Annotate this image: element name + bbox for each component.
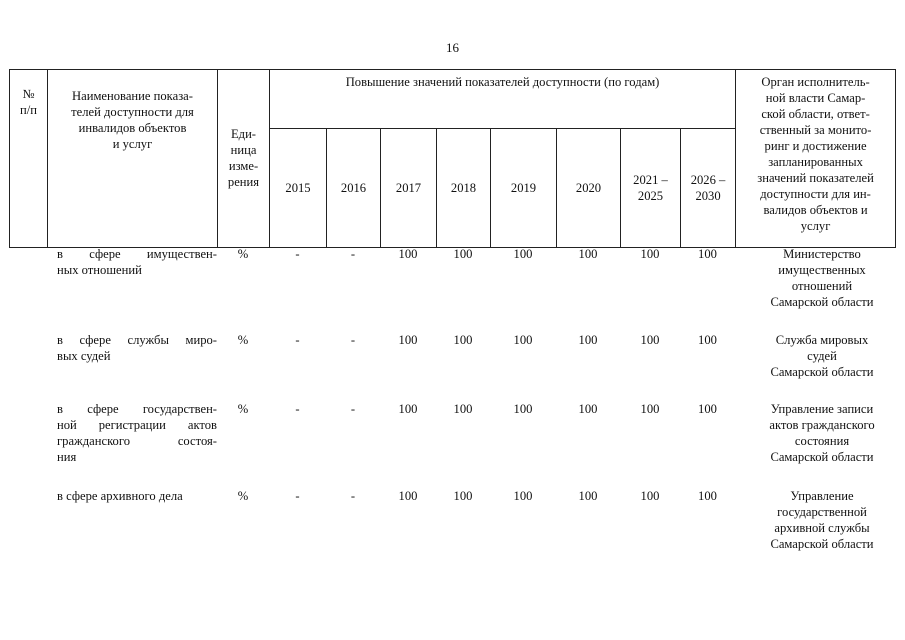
row-unit: % [237,333,249,347]
row-value: 100 [640,402,660,416]
row-name-line: вых судей [57,349,111,363]
row-name-line: ния [57,450,77,464]
header-name [48,70,218,248]
row-indicator-name [57,332,217,364]
row-value: 100 [698,402,717,416]
header-year-line: 2016 [340,181,367,195]
row-org-line: отношений [791,279,853,293]
row-organization [749,488,895,552]
row-value: - [295,402,300,416]
header-name-line: и услуг [112,137,153,151]
header-unit-line: Еди- [230,127,257,141]
header-year-line: 2019 [510,181,537,195]
header-org-line: ственный за монито- [759,123,872,137]
row-unit: % [237,489,249,503]
row-value: 100 [698,489,717,503]
row-value: 100 [640,333,660,347]
row-org-line: состояния [794,434,850,448]
row-value: - [350,247,356,261]
header-year [491,129,557,248]
row-value: - [350,333,356,347]
row-indicator-name [57,488,217,504]
header-org-line: Орган исполнитель- [761,75,870,89]
row-org-line: Управление [790,489,854,503]
header-year [437,129,491,248]
header-year [681,129,736,248]
row-value: 100 [578,333,598,347]
row-value: 100 [578,489,598,503]
header-org-line: запланированных [768,155,863,169]
header-org-line: валидов объектов и [763,203,868,217]
header-unit [218,70,270,248]
row-organization [749,246,895,310]
row-value: 100 [513,402,533,416]
row-value: 100 [578,402,598,416]
header-year-line: 2030 [695,189,721,203]
header-organization [736,70,896,248]
row-value: 100 [640,247,660,261]
header-year [381,129,437,248]
header-year-line: 2026 – [690,173,726,187]
page-number: 16 [446,40,459,55]
row-value: - [295,247,300,261]
row-org-line: имущественных [778,263,866,277]
row-org-line: Министерство [783,247,861,261]
row-org-line: Самарской области [770,537,874,551]
header-unit-line: изме- [228,159,259,173]
row-name-line: в сфере архивного дела [57,489,183,503]
row-organization [749,332,895,380]
row-unit: % [237,402,249,416]
row-value: 100 [513,489,533,503]
header-year [327,129,381,248]
header-org-line: доступности для ин- [760,187,871,201]
row-value: 100 [398,247,418,261]
row-name-line: в сфере государствен- [57,402,217,416]
row-org-line: Самарской области [770,365,874,379]
row-indicator-name [57,401,217,465]
row-value: 100 [698,333,717,347]
header-org-line: значений показателей [757,171,874,185]
row-value: 100 [453,333,473,347]
row-name-line: ной регистрации актов [57,418,217,432]
header-name-line: инвалидов объектов [78,121,187,135]
header-year-line: 2025 [637,189,664,203]
header-org-line: ной власти Самар- [765,91,866,105]
header-org-line: ринг и достижение [764,139,867,153]
row-value: 100 [578,247,598,261]
row-indicator-name [57,246,217,278]
row-value: 100 [398,489,418,503]
row-org-line: Управление записи [770,402,874,416]
row-value: - [350,402,356,416]
header-year [557,129,621,248]
table-header [9,69,896,248]
row-name-line: ных отношений [57,263,142,277]
header-year-line: 2017 [395,181,422,195]
header-year [270,129,327,248]
header-year-line: 2020 [575,181,602,195]
row-name-line: гражданского состоя- [57,434,217,448]
header-year-line: 2015 [285,181,311,195]
row-value: 100 [398,402,418,416]
header-num-line: п/п [20,103,37,117]
header-year [621,129,681,248]
header-year-line: 2018 [450,181,477,195]
row-value: 100 [513,247,533,261]
row-value: 100 [398,333,418,347]
row-value: 100 [453,489,473,503]
row-value: 100 [640,489,660,503]
header-years-group: Повышение значений показателей доступности (по годам) [270,70,736,129]
row-org-line: судей [807,349,837,363]
row-org-line: Служба мировых [775,333,869,347]
row-org-line: Самарской области [770,450,874,464]
header-unit-line: ница [230,143,257,157]
row-org-line: государственной [777,505,867,519]
header-unit-line: рения [227,175,260,189]
row-org-line: архивной службы [774,521,870,535]
header-year-line: 2021 – [633,173,668,187]
row-org-line: Самарской области [770,295,874,309]
row-value: 100 [513,333,533,347]
header-org-line: ской области, ответ- [761,107,870,121]
row-value: 100 [453,402,473,416]
row-value: - [295,489,300,503]
header-name-line: телей доступности для [71,105,194,119]
row-value: 100 [698,247,717,261]
row-name-line: в сфере имуществен- [57,247,217,261]
row-value: 100 [453,247,473,261]
header-num-line: № [22,87,35,101]
header-org-line: услуг [800,219,831,233]
header-name-line: Наименование показа- [72,89,193,103]
row-name-line: в сфере службы миро- [57,333,217,347]
row-unit: % [237,247,249,261]
row-value: - [295,333,300,347]
row-value: - [350,489,356,503]
row-org-line: актов гражданского [769,418,875,432]
header-num [10,70,48,248]
row-organization [749,401,895,465]
